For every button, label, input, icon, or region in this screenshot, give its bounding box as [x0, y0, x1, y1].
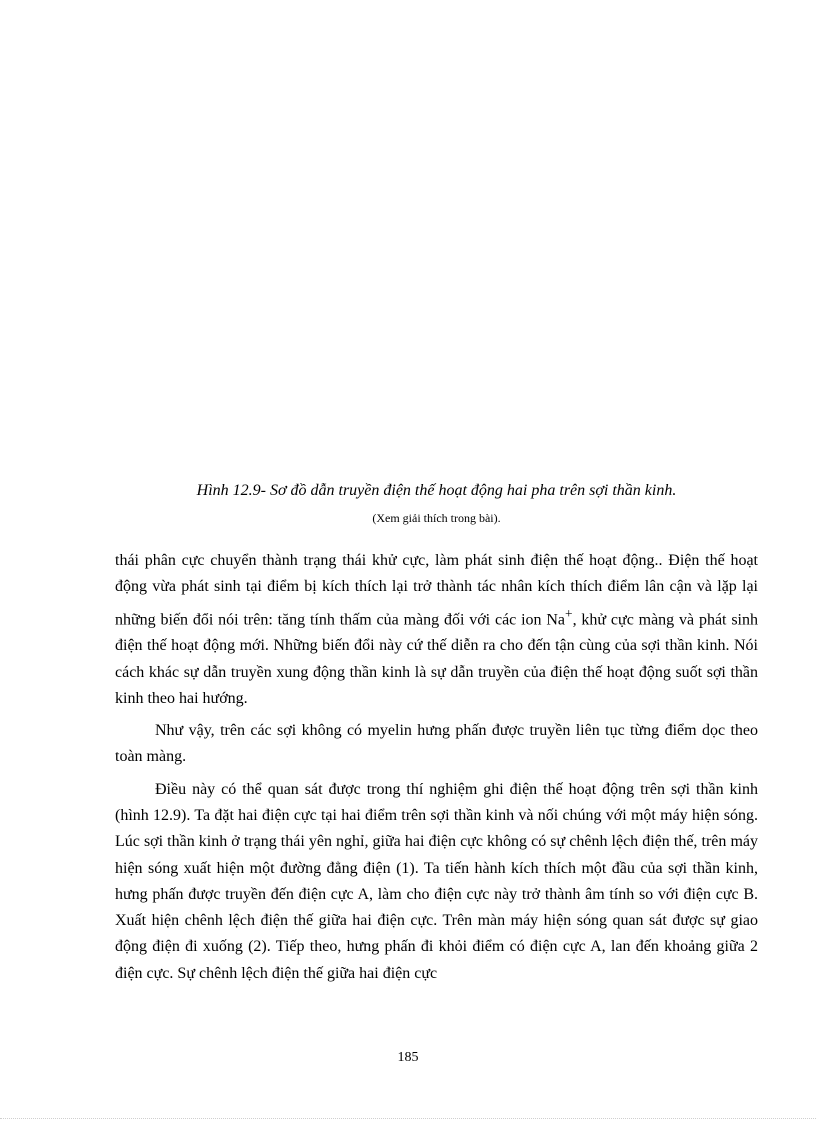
body-text [115, 548, 758, 993]
paragraph-1 [115, 548, 758, 712]
paragraph-1-text: thái phân cực chuyển thành trạng thái khử cực, làm phát sinh điện thế hoạt động.. Điện thế hoạt động vừa phát sinh tại điểm bị kích thích lại trở thành tác nhân kích thích điểm lân cận và lặp lại những biến đổi nói trên: tăng tính thấm của màng đối với các ion Na [115, 552, 758, 628]
page-divider [0, 1118, 816, 1119]
figure-caption-note: (Xem giải thích trong bài). [372, 511, 501, 525]
figure-placeholder [115, 40, 758, 470]
paragraph-2: Như vậy, trên các sợi không có myelin hưng phấn được truyền liên tục từng điểm dọc theo toàn màng. [115, 722, 758, 766]
page-number: 185 [397, 1050, 419, 1065]
paragraph-1-text-cont: , khử cực màng và phát sinh điện thế hoạt động mới. Những biến đổi này cứ thế diễn ra cho đến tận cùng của sợi thần kinh. Nói cách khác sự dẫn truyền xung động thần kinh là sự dẫn truyền của điện thế hoạt động suốt sợi thần kinh theo hai hướng. [115, 610, 758, 707]
superscript-plus: + [565, 605, 573, 621]
paragraph-3: Điều này có thể quan sát được trong thí nghiệm ghi điện thế hoạt động trên sợi thần kinh (hình 12.9). Ta đặt hai điện cực tại hai điểm trên sợi thần kinh và nối chúng với một máy hiện sóng. Lúc sợi thần kinh ở trạng thái yên nghỉ, giữa hai điện cực không có sự chênh lệch điện thế, trên máy hiện sóng xuất hiện một đường đẳng điện (1). Ta tiến hành kích thích một đầu của sợi thần kinh, hưng phấn được truyền đến điện cực A, làm cho điện cực này trở thành âm tính so với điện cực B. Xuất hiện chênh lệch điện thế giữa hai điện cực. Trên màn máy hiện sóng quan sát được sự giao động điện đi xuống (2). Tiếp theo, hưng phấn đi khỏi điểm có điện cực A, lan đến khoảng giữa 2 điện cực. Sự chênh lệch điện thế giữa hai điện cực [115, 780, 758, 982]
figure-caption: Hình 12.9- Sơ đồ dẫn truyền điện thế hoạt động hai pha trên sợi thần kinh. [196, 482, 677, 499]
